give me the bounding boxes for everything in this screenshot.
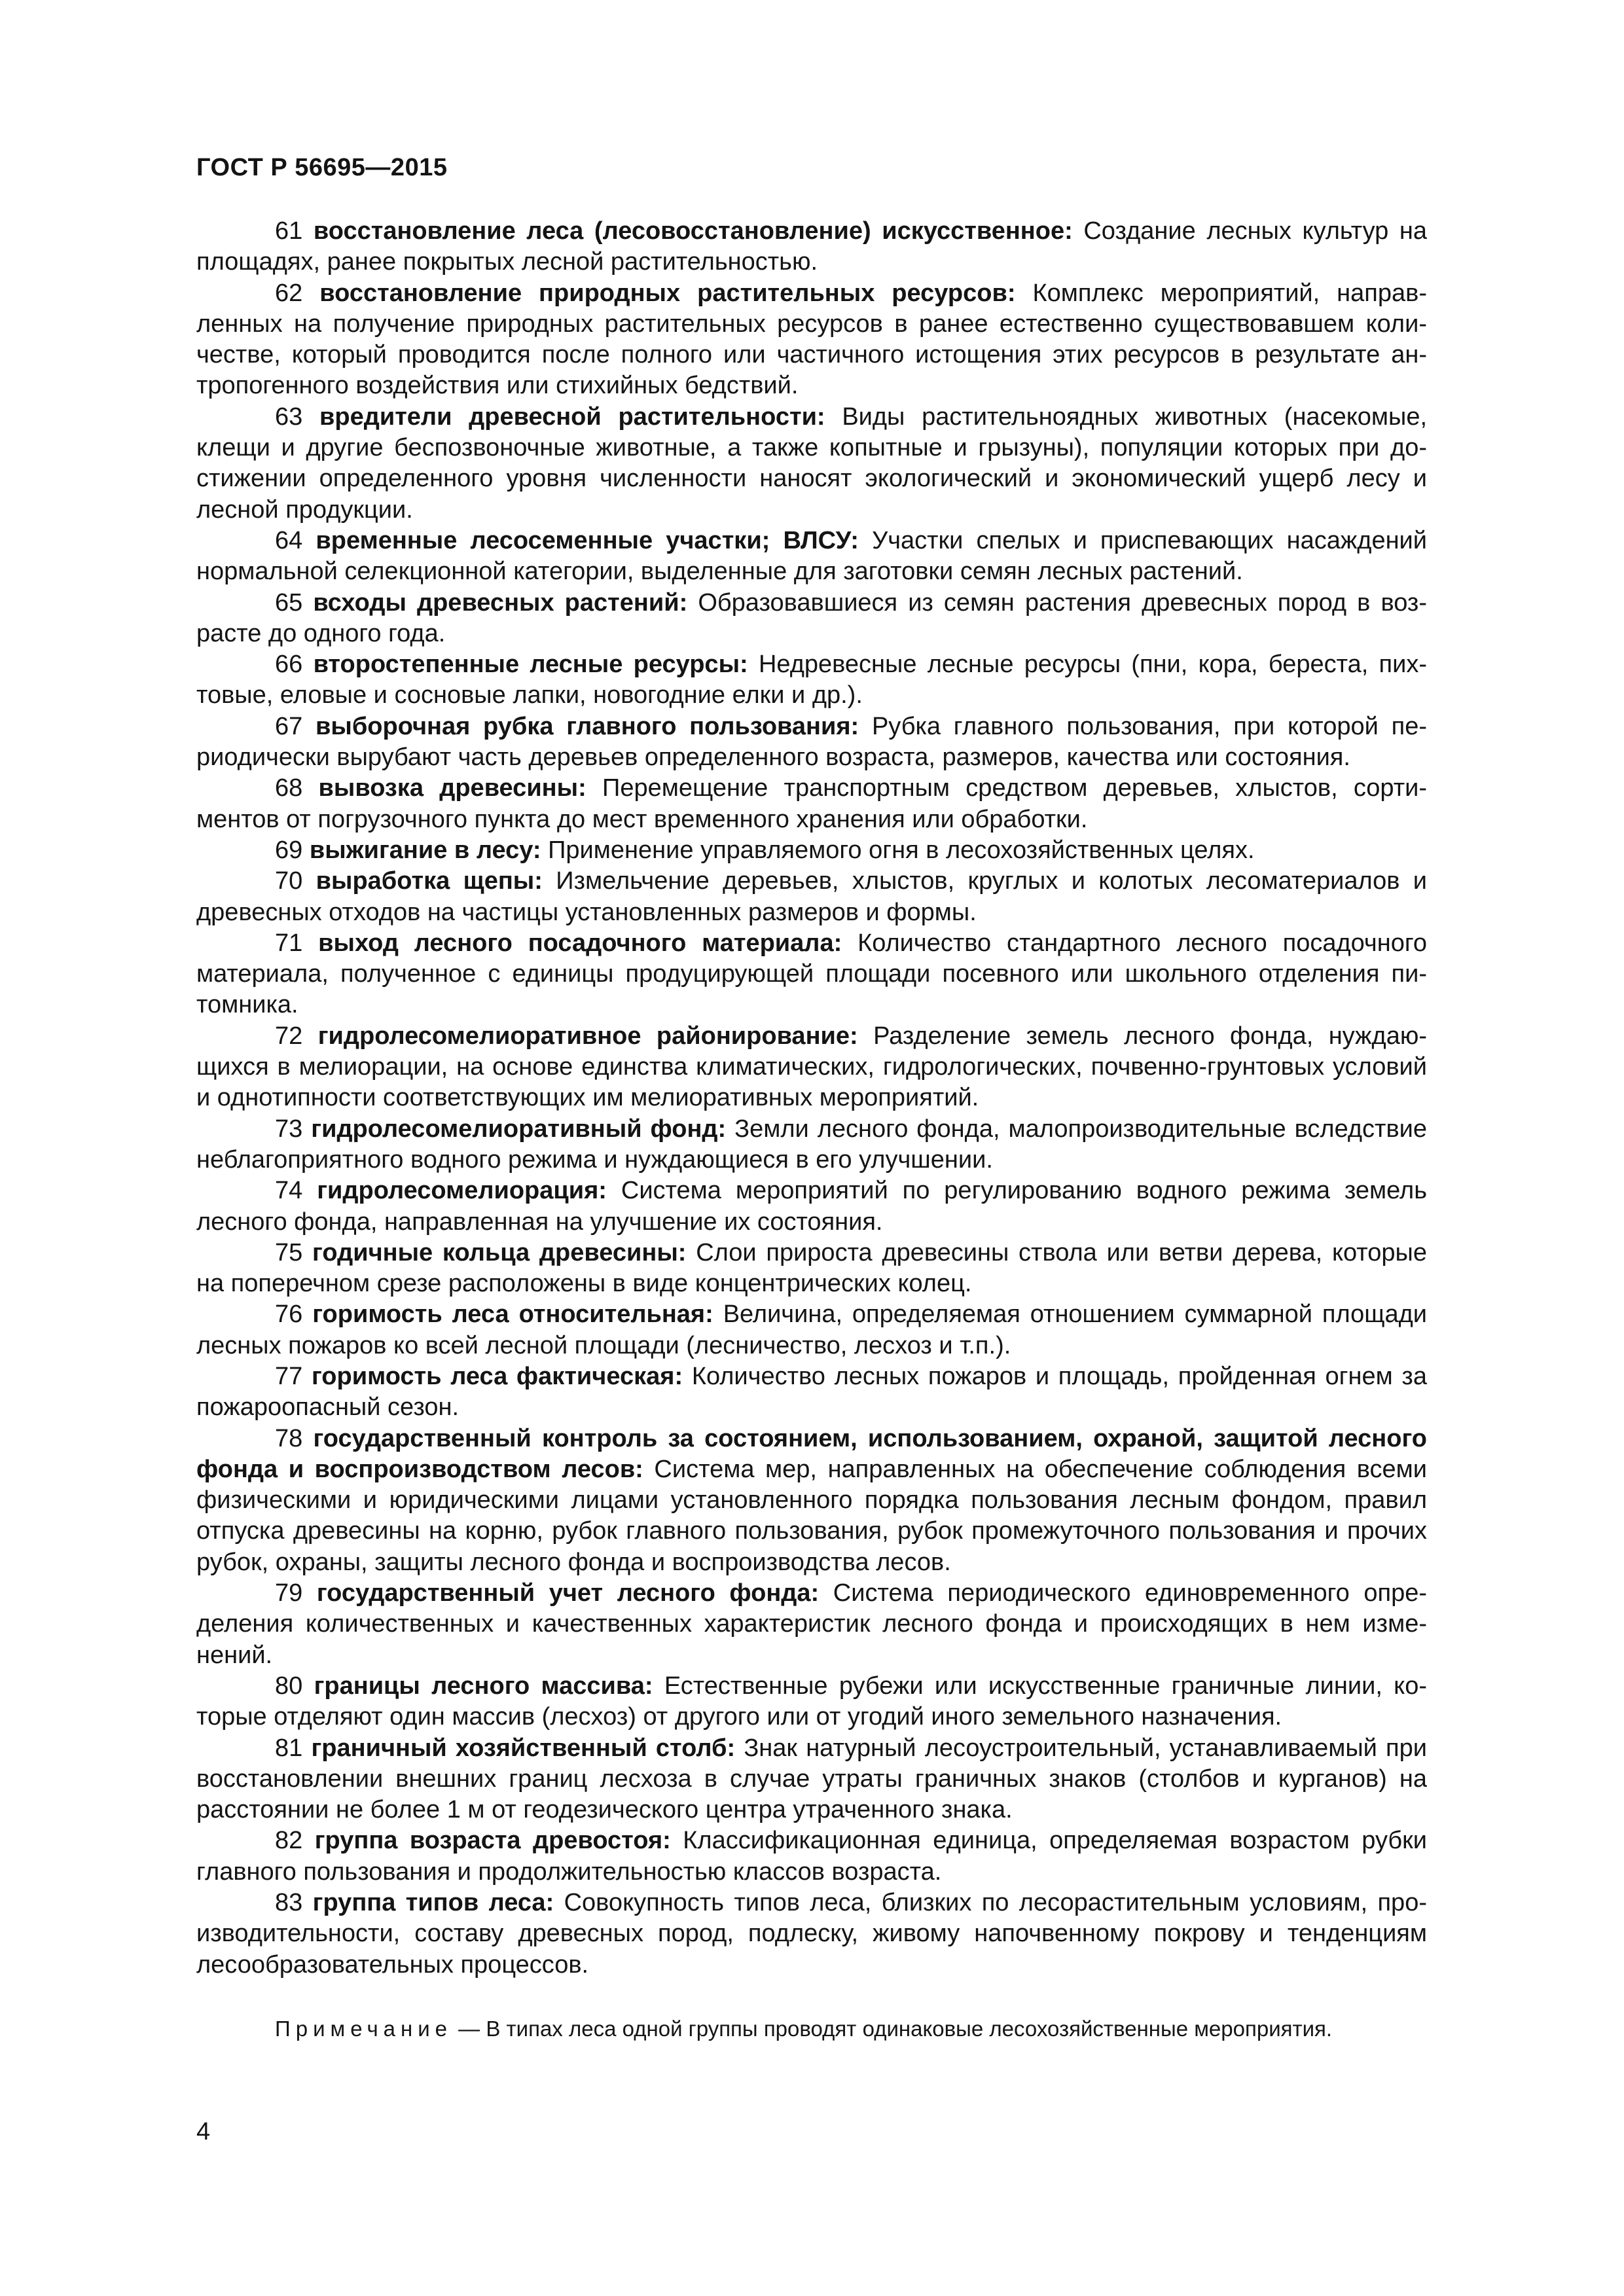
term-number: 66 xyxy=(275,651,303,679)
term-definition: Разделение земель лесного фонда, нуждающихся в мелиорации, на основе единства климатических, гидрологических, почвенно-грунтовых условий и однотипности соответствующих им мелиоративных мероприятий. xyxy=(196,1022,1427,1112)
term-definition: Создание лесных культур на площадях, ранее покрытых лесной растительностью. xyxy=(196,217,1428,276)
term-entry xyxy=(196,866,1427,928)
note xyxy=(275,2015,1453,2043)
term-entry xyxy=(196,1361,1427,1424)
term-definition: Система мероприятий по регулированию водного режима земель лесного фонда, направленная на улучшение их состояния. xyxy=(196,1177,1427,1236)
note-text: В типах леса одной группы проводят одинаковые лесохозяйственные мероприятия. xyxy=(486,2017,1333,2041)
term-entry xyxy=(196,278,1427,402)
term-number: 64 xyxy=(275,526,303,554)
term-name: горимость леса фактическая: xyxy=(311,1362,683,1390)
term-name: вредители древесной растительности: xyxy=(319,403,825,431)
term-entry xyxy=(196,1671,1427,1733)
term-name: группа типов леса: xyxy=(312,1889,554,1917)
term-definition: Комплекс мероприятий, направленных на получение природных растительных ресурсов в ранее естественно существовавшем количестве, который проводится после полного или частичного истощения этих ресурсов в результате антропогенного воздействия или стихийных бедствий. xyxy=(196,279,1427,400)
term-name: государственный учет лесного фонда: xyxy=(316,1579,820,1607)
term-definition: Образовавшиеся из семян растения древесных пород в возрасте до одного года. xyxy=(196,588,1428,647)
term-name: группа возраста древостоя: xyxy=(314,1827,671,1855)
term-number: 67 xyxy=(275,712,303,740)
term-number: 81 xyxy=(275,1734,303,1762)
term-definition: Количество стандартного лесного посадочного материала, полученное с единицы продуцирующей площади посевного или школьного отделения питомника. xyxy=(196,929,1428,1019)
term-definition: Естественные рубежи или искусственные граничные линии, которые отделяют один массив (лесхоз) от другого или от угодий иного земельного назначения. xyxy=(196,1672,1428,1731)
term-definition: Рубка главного пользования, при которой периодически вырубают часть деревьев определенного возраста, размеров, качества или состояния. xyxy=(196,712,1427,772)
term-definition: Величина, определяемая отношением суммарной площади лесных пожаров ко всей лесной площади (лесничество, лесхоз и т.п.). xyxy=(196,1300,1428,1359)
term-definition: Земли лесного фонда, малопроизводительные вследствие неблагоприятного водного режима и нуждающиеся в его улучшении. xyxy=(196,1115,1428,1174)
term-entry xyxy=(196,773,1427,835)
term-number: 74 xyxy=(275,1177,303,1205)
term-number: 70 xyxy=(275,867,303,895)
term-definition: Перемещение транспортным средством деревьев, хлыстов, сортиментов от погрузочного пункта до мест временного хранения или обработки. xyxy=(196,774,1428,833)
term-name: гидролесомелиоративный фонд: xyxy=(311,1115,727,1143)
term-number: 61 xyxy=(275,217,303,245)
term-number: 75 xyxy=(275,1238,303,1266)
term-definition: Недревесные лесные ресурсы (пни, кора, береста, пихтовые, еловые и сосновые лапки, новогодние елки и др.). xyxy=(196,651,1427,709)
standard-header: ГОСТ Р 56695—2015 xyxy=(196,154,448,181)
term-entry xyxy=(196,1733,1427,1826)
term-entry xyxy=(196,526,1427,588)
term-number: 62 xyxy=(275,279,303,307)
term-number: 77 xyxy=(275,1362,303,1390)
term-number: 63 xyxy=(275,403,303,431)
term-definition: Совокупность типов леса, близких по лесорастительным условиям, производительности, составу древесных пород, подлеску, живому напочвенному покрову и тенденциям лесообразовательных процессов. xyxy=(196,1889,1427,1979)
term-number: 82 xyxy=(275,1827,303,1855)
term-name: гидролесомелиоративное районирование: xyxy=(317,1022,858,1050)
term-name: гидролесомелиорация: xyxy=(317,1177,607,1205)
term-entry xyxy=(196,1114,1427,1176)
term-entry xyxy=(196,649,1427,711)
term-number: 80 xyxy=(275,1672,303,1700)
term-name: всходы древесных растений: xyxy=(313,588,688,617)
term-number: 69 xyxy=(275,836,303,864)
term-number: 79 xyxy=(275,1579,303,1607)
term-number: 73 xyxy=(275,1115,303,1143)
term-name: второстепенные лесные ресурсы: xyxy=(313,651,748,679)
term-number: 83 xyxy=(275,1889,303,1917)
term-definition: Применение управляемого огня в лесохозяйственных целях. xyxy=(548,836,1255,864)
term-entry xyxy=(196,1424,1427,1578)
term-definition: Количество лесных пожаров и площадь, пройденная огнем за пожароопасный сезон. xyxy=(196,1362,1427,1422)
term-name: годичные кольца древесины: xyxy=(312,1238,687,1266)
term-name: выработка щепы: xyxy=(316,867,543,895)
term-entry xyxy=(196,835,1427,866)
term-entry xyxy=(196,588,1427,650)
page-number: 4 xyxy=(196,2118,211,2145)
term-entry xyxy=(196,1578,1427,1671)
term-name: восстановление природных растительных ресурсов: xyxy=(319,279,1016,307)
term-number: 76 xyxy=(275,1300,303,1329)
note-dash: — xyxy=(452,2017,486,2041)
term-entry xyxy=(196,1175,1427,1238)
term-number: 68 xyxy=(275,774,303,802)
term-name: граничный хозяйственный столб: xyxy=(311,1734,736,1762)
term-name: вывозка древесины: xyxy=(318,774,586,802)
term-name: государственный контроль за состоянием, использованием, охраной, защитой лесного фонда и воспроизводством лесов: xyxy=(196,1424,1428,1483)
term-number: 71 xyxy=(275,929,303,957)
term-name: временные лесосеменные участки; ВЛСУ: xyxy=(316,526,859,554)
term-entry xyxy=(196,1825,1427,1888)
note-label: Примечание xyxy=(275,2017,453,2041)
term-name: восстановление леса (лесовосстановление) искусственное: xyxy=(313,217,1073,245)
terms-list xyxy=(196,216,1427,1981)
term-name: выход лесного посадочного материала: xyxy=(318,929,842,957)
term-name: выборочная рубка главного пользования: xyxy=(316,712,859,740)
term-entry xyxy=(196,711,1427,774)
term-definition: Измельчение деревьев, хлыстов, круглых и колотых лесоматериалов и древесных отходов на частицы установленных размеров и формы. xyxy=(196,867,1428,926)
term-definition: Система периодического единовременного определения количественных и качественных характеристик лесного фонда и происходящих в нем изменений. xyxy=(196,1579,1428,1669)
term-name: выжигание в лесу: xyxy=(309,836,541,864)
term-name: границы лесного массива: xyxy=(314,1672,653,1700)
term-entry xyxy=(196,1888,1427,1981)
term-definition: Классификационная единица, определяемая возрастом рубки главного пользования и продолжительностью классов возраста. xyxy=(196,1827,1428,1886)
term-definition: Слои прироста древесины ствола или ветви дерева, которые на поперечном срезе расположены в виде концентрических колец. xyxy=(196,1238,1427,1298)
term-entry xyxy=(196,928,1427,1021)
term-entry xyxy=(196,1299,1427,1361)
term-definition: Участки спелых и приспевающих насаждений нормальной селекционной категории, выделенные для заготовки семян лесных растений. xyxy=(196,526,1428,586)
term-definition: Система мер, направленных на обеспечение соблюдения всеми физическими и юридическими лицами установленного порядка пользования лесным фондом, правил отпуска древесины на корню, рубок главного пользования, рубок промежуточного пользования и прочих рубок, охраны, защиты лесного фонда и воспроизводства лесов. xyxy=(196,1455,1427,1576)
term-entry xyxy=(196,402,1427,526)
term-entry xyxy=(196,216,1427,278)
term-number: 78 xyxy=(275,1424,303,1452)
term-number: 65 xyxy=(275,588,303,617)
term-definition: Виды растительноядных животных (насекомые, клещи и другие беспозвоночные животные, а также копытные и грызуны), популяции которых при достижении определенного уровня численности наносят экологический и экономический ущерб лесу и лесной продукции. xyxy=(196,403,1428,524)
term-entry xyxy=(196,1021,1427,1114)
term-number: 72 xyxy=(275,1022,303,1050)
term-entry xyxy=(196,1238,1427,1300)
term-definition: Знак натурный лесоустроительный, устанавливаемый при восстановлении внешних границ лесхоза в случае утраты граничных знаков (столбов и курганов) на расстоянии не более 1 м от геодезического центра утраченного знака. xyxy=(196,1734,1427,1824)
term-name: горимость леса относительная: xyxy=(312,1300,713,1329)
